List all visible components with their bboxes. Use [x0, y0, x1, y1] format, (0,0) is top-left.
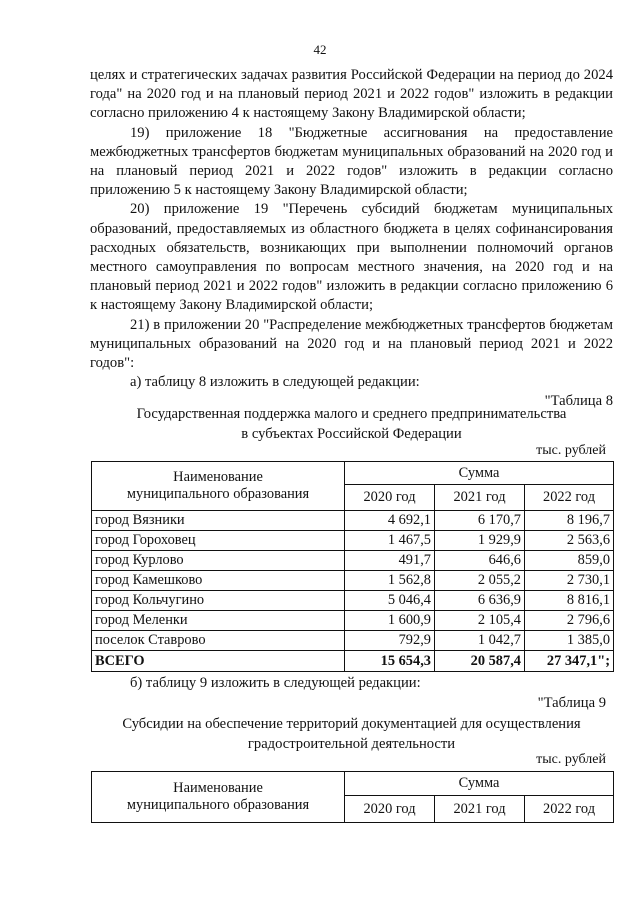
table9-header-2020: 2020 год — [345, 796, 435, 823]
row-2020: 5 046,4 — [345, 591, 435, 611]
table8-title-line1: Государственная поддержка малого и среднего предпринимательства — [136, 406, 567, 422]
row-2021: 2 105,4 — [435, 611, 525, 631]
row-name: город Меленки — [92, 611, 345, 631]
total-2021: 20 587,4 — [435, 651, 525, 672]
paragraph-item-a: а) таблицу 8 изложить в следующей редакции: — [130, 374, 420, 391]
row-name: город Камешково — [92, 571, 345, 591]
paragraph-continuation: целях и стратегических задачах развития Российской Федерации на период до 2024 года" на 2020 год и на плановый период 2021 и 2022 годов" изложить в редакции согласно приложению 4 к настоящему Закону Владимирской области; — [90, 67, 613, 122]
table8-units: тыс. рублей — [536, 443, 606, 458]
paragraph-item-b: б) таблицу 9 изложить в следующей редакции: — [130, 675, 421, 691]
row-2020: 491,7 — [345, 551, 435, 571]
total-2020: 15 654,3 — [345, 651, 435, 672]
table9-label: "Таблица 9 — [537, 695, 606, 711]
table8-title — [90, 405, 613, 444]
row-name: поселок Ставрово — [92, 631, 345, 651]
row-2021: 1 042,7 — [435, 631, 525, 651]
table9 — [91, 771, 614, 823]
total-name: ВСЕГО — [92, 651, 345, 672]
row-2020: 1 562,8 — [345, 571, 435, 591]
table-row — [92, 571, 614, 591]
body-text — [90, 66, 613, 412]
table8-header-2022: 2022 год — [525, 485, 614, 511]
row-2022: 1 385,0 — [525, 631, 614, 651]
table-row — [92, 631, 614, 651]
table8-label: "Таблица 8 — [544, 393, 613, 410]
table9-title-line2: градостроительной деятельности — [247, 735, 456, 752]
table-total-row — [92, 651, 614, 672]
row-2022: 2 563,6 — [525, 531, 614, 551]
table-row — [92, 611, 614, 631]
row-2020: 1 600,9 — [345, 611, 435, 631]
table9-header-sum: Сумма — [345, 772, 614, 796]
total-2022: 27 347,1"; — [525, 651, 614, 672]
row-2022: 2 796,6 — [525, 611, 614, 631]
row-name: город Вязники — [92, 511, 345, 531]
row-name: город Гороховец — [92, 531, 345, 551]
table9-header-2021: 2021 год — [435, 796, 525, 823]
row-2021: 6 636,9 — [435, 591, 525, 611]
row-2021: 1 929,9 — [435, 531, 525, 551]
table8-header-2021: 2021 год — [435, 485, 525, 511]
row-2020: 4 692,1 — [345, 511, 435, 531]
row-2020: 792,9 — [345, 631, 435, 651]
table8-header-sum: Сумма — [345, 462, 614, 485]
row-2021: 6 170,7 — [435, 511, 525, 531]
row-2021: 646,6 — [435, 551, 525, 571]
row-name: город Кольчугино — [92, 591, 345, 611]
table-row — [92, 531, 614, 551]
paragraph-item-21: 21) в приложении 20 "Распределение межбюджетных трансфертов бюджетам муниципальных образований на 2020 год и на плановый период 2021 и 2022 годов": — [90, 316, 613, 372]
row-2020: 1 467,5 — [345, 531, 435, 551]
row-2022: 2 730,1 — [525, 571, 614, 591]
table8 — [91, 461, 614, 672]
paragraph-item-20: 20) приложение 19 "Перечень субсидий бюджетам муниципальных образований, предоставляемых из областного бюджета в целях софинансирования расходных обязательств, возникающих при выполнении полномочий органов местного самоуправления по вопросам местного значения, на 2020 год и на плановый период 2021 и 2022 годов" изложить в редакции согласно приложению 6 к настоящему Закону Владимирской области; — [90, 201, 613, 314]
table-row — [92, 591, 614, 611]
row-name: город Курлово — [92, 551, 345, 571]
table8-title-line2: в субъектах Российской Федерации — [241, 425, 462, 442]
table9-title — [90, 715, 613, 754]
table9-units: тыс. рублей — [536, 752, 606, 767]
table9-header-name: Наименование муниципального образования — [92, 772, 345, 823]
table8-header-name: Наименование муниципального образования — [92, 462, 345, 511]
table-row — [92, 551, 614, 571]
page-number: 42 — [313, 42, 327, 57]
table8-header-2020: 2020 год — [345, 485, 435, 511]
row-2022: 8 196,7 — [525, 511, 614, 531]
row-2021: 2 055,2 — [435, 571, 525, 591]
table9-header-2022: 2022 год — [525, 796, 614, 823]
paragraph-item-19: 19) приложение 18 "Бюджетные ассигнования на предоставление межбюджетных трансфертов бюджетам муниципальных образований на 2020 год и на плановый период 2021 и 2022 годов" изложить в редакции согласно приложению 5 к настоящему Закону Владимирской области; — [90, 124, 613, 199]
row-2022: 859,0 — [525, 551, 614, 571]
table9-title-line1: Субсидии на обеспечение территорий документацией для осуществления — [122, 716, 581, 732]
row-2022: 8 816,1 — [525, 591, 614, 611]
table-row — [92, 511, 614, 531]
